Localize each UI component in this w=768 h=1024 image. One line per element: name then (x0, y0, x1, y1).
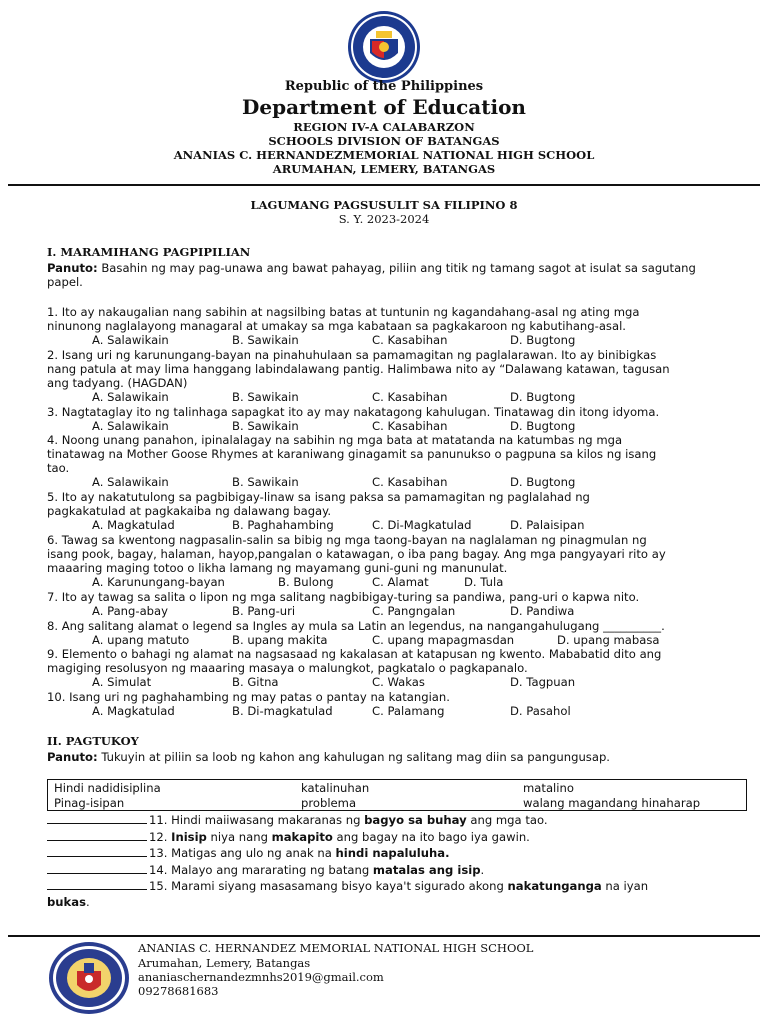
question-text: pagkakatulad at pagkakaiba ng dalawang bagay. (47, 504, 332, 519)
answer-option: C. Wakas (372, 675, 425, 690)
exam-title: LAGUMANG PAGSUSULIT SA FILIPINO 8 (250, 198, 518, 212)
answer-option: B. Pang-uri (232, 603, 296, 618)
question-text: isang pook, bagay, halaman, hayop,pangalan o katawagan, o iba pang bagay. Ang mga pangyayari rito ay (47, 547, 666, 561)
answer-option: A. Salawikain (92, 475, 169, 490)
answer-blank[interactable] (47, 878, 147, 890)
department-title: Department of Education (242, 95, 526, 119)
school-year: S. Y. 2023-2024 (338, 212, 430, 226)
answer-blank[interactable] (47, 862, 147, 874)
question-text: 8. Ang salitang alamat o legend sa Ingles ay mula sa Latin an legendus, na nangangahulugang __________. (47, 618, 665, 633)
answer-option: D. Bugtong (510, 475, 576, 490)
answer-options (92, 604, 732, 618)
item-text: . (480, 862, 485, 877)
answer-option: C. Di-Magkatulad (372, 518, 472, 533)
instruction-label: Panuto: (47, 750, 98, 764)
answer-option: C. Kasabihan (372, 389, 448, 404)
answer-option: B. Sawikain (232, 475, 299, 490)
question-text: 10. Isang uri ng paghahambing ng may patas o pantay na katangian. (47, 690, 450, 705)
answer-option: B. Sawikain (232, 389, 299, 404)
answer-option: C. Kasabihan (372, 475, 448, 490)
word-box-cell: problema (301, 795, 357, 810)
answer-option: B. Paghahambing (232, 518, 334, 533)
emphasized-phrase: hindi napaluluha. (335, 846, 450, 860)
word-box-cell: walang magandang hinaharap (523, 795, 701, 810)
school-logo (48, 941, 130, 1015)
answer-options (92, 390, 732, 404)
word-box-cell: matalino (523, 780, 574, 795)
item-text: 13. (149, 846, 168, 860)
answer-options (92, 475, 732, 489)
question-text: 9. Elemento o bahagi ng alamat na nagsasaad ng kakalasan at katapusan ng kwento. Mababatid dito ang (47, 647, 662, 662)
word-box-cell: katalinuhan (301, 780, 370, 795)
item-text: Marami siyang masasamang bisyo kaya't sigurado akong (167, 879, 508, 893)
footer-divider (8, 935, 760, 937)
emphasized-phrase: bukas (47, 894, 86, 909)
answer-option: D. Bugtong (510, 333, 576, 347)
item-text: Malayo ang mararating ng batang (167, 862, 373, 877)
footer-phone: 09278681683 (138, 984, 219, 998)
question-text: 2. Isang uri ng karunungang-bayan na pinahuhulaan sa pamamagitan ng paglalarawan. Ito ay binibigkas (47, 347, 657, 362)
item-text: 15. (149, 879, 168, 893)
answer-option: A. Magkatulad (92, 704, 175, 719)
question-text: 4. Noong unang panahon, ipinalalagay na sabihin ng mga bata at matatanda na katumbas ng mga (47, 433, 623, 448)
answer-option: B. upang makita (232, 632, 328, 647)
answer-blank[interactable] (47, 829, 147, 841)
answer-blank[interactable] (47, 845, 147, 857)
item-text: Hindi maiiwasang makaranas ng (167, 813, 365, 827)
answer-option: A. Salawikain (92, 418, 169, 433)
answer-option: A. Salawikain (92, 333, 169, 347)
answer-blank[interactable] (47, 812, 147, 824)
answer-option: D. Tagpuan (510, 675, 576, 690)
question-text: 7. Ito ay tawag sa salita o lipon ng mga salitang nagbibigay-turing sa pandiwa, pang-uri o kapwa nito. (47, 589, 640, 604)
item-text: ang bagay na ito bago iya gawin. (332, 829, 530, 844)
footer-school: ANANIAS C. HERNANDEZ MEMORIAL NATIONAL HIGH SCHOOL (138, 941, 534, 955)
identification-item (47, 812, 727, 827)
question-text: tao. (47, 461, 70, 476)
answer-option: C. Palamang (372, 704, 445, 719)
answer-option: A. Magkatulad (92, 518, 175, 533)
question-text: 5. Ito ay nakatutulong sa pagbibigay-linaw sa isang paksa sa pamamagitan ng paglalahad ng (47, 490, 590, 505)
answer-option: A. Salawikain (92, 389, 169, 404)
answer-option: C. Alamat (372, 575, 429, 589)
question-text: 3. Nagtataglay ito ng talinhaga sapagkat ito ay may nakatagong kahulugan. Tinatawag din itong idyoma. (47, 404, 660, 419)
answer-options (92, 704, 732, 718)
answer-options (92, 333, 732, 347)
answer-option: C. Kasabihan (372, 333, 448, 347)
item-text: 14. (149, 862, 168, 877)
word-box-cell: Hindi nadidisiplina (54, 780, 161, 795)
identification-item (47, 878, 727, 893)
emphasized-phrase: matalas ang isip (372, 862, 481, 877)
division-line: SCHOOLS DIVISION OF BATANGAS (268, 134, 500, 148)
republic-line: Republic of the Philippines (284, 79, 484, 94)
part1-heading: I. MARAMIHANG PAGPIPILIAN (47, 245, 251, 259)
identification-item (47, 862, 727, 877)
emphasized-phrase: makapito (271, 829, 333, 844)
part2-heading: II. PAGTUKOY (47, 734, 139, 748)
word-box-cell: Pinag-isipan (54, 795, 125, 810)
question-text: maaaring maging totoo o likha lamang ng mayamang guni-guni ng manunulat. (47, 561, 508, 575)
instruction-label: Panuto: (47, 261, 98, 275)
answer-option: A. upang matuto (92, 632, 190, 647)
answer-option: D. Palaisipan (510, 518, 585, 533)
footer-address: Arumahan, Lemery, Batangas (138, 956, 311, 970)
answer-option: B. Di-magkatulad (232, 704, 333, 719)
word-box (47, 779, 747, 811)
item-text: niya nang (206, 829, 272, 844)
question-text: magiging resolusyon ng maaaring masaya o malungkot, pagkatalo o pagkapanalo. (47, 661, 528, 676)
deped-seal (346, 9, 422, 85)
answer-option: C. upang mapagmasdan (372, 632, 515, 647)
instruction-text: Basahin ng may pag-unawa ang bawat pahayag, piliin ang titik ng tamang sagot at isulat sa sagutang papel. (47, 261, 696, 289)
word-box-row (48, 795, 746, 810)
item-text: 12. (149, 829, 168, 844)
answer-option: C. Pangngalan (372, 603, 456, 618)
answer-options (92, 518, 732, 532)
answer-option: A. Karunungang-bayan (92, 575, 225, 589)
identification-item-continued (47, 895, 727, 909)
footer-email: ananiaschernandezmnhs2019@gmail.com (138, 970, 384, 984)
word-box-row (48, 780, 746, 795)
item-text: Matigas ang ulo ng anak na (167, 846, 336, 860)
answer-option: B. Sawikain (232, 333, 299, 347)
item-text: ang mga tao. (466, 813, 548, 827)
part1-instruction (47, 261, 727, 289)
answer-option: B. Sawikain (232, 418, 299, 433)
emphasized-phrase: nakatunganga (507, 879, 602, 893)
emphasized-phrase: Inisip (171, 829, 207, 844)
question-text: nang patula at may lima hanggang labindalawang pantig. Halimbawa nito ay “Dalawang katawan, tagusan (47, 361, 670, 376)
answer-option: D. Bugtong (510, 418, 576, 433)
school-line: ANANIAS C. HERNANDEZMEMORIAL NATIONAL HIGH SCHOOL (173, 148, 595, 162)
answer-options (92, 419, 732, 433)
answer-option: D. Pandiwa (510, 603, 575, 618)
answer-option: D. upang mabasa (557, 632, 660, 647)
question-text: ang tadyang. (HAGDAN) (47, 375, 188, 390)
answer-options (92, 633, 732, 647)
question-text: 1. Ito ay nakaugalian nang sabihin at nagsilbing batas at tuntunin ng kagandahang-asal ng ating mga (47, 305, 640, 319)
answer-options (92, 675, 732, 689)
answer-option: C. Kasabihan (372, 418, 448, 433)
question-text: tinatawag na Mother Goose Rhymes at karaniwang ginagamit sa panunukso o pagpuna sa kilos ng isang (47, 447, 657, 462)
answer-options (92, 575, 732, 589)
answer-option: A. Simulat (92, 675, 152, 690)
region-line: REGION IV-A CALABARZON (293, 120, 475, 134)
answer-option: D. Bugtong (510, 389, 576, 404)
question-text: ninunong naglalayong managaral at umakay sa mga kabataan sa pagkakaroon ng kabutihang-asal. (47, 319, 626, 333)
question-text: 6. Tawag sa kwentong nagpasalin-salin sa bibig ng mga taong-bayan na naglalaman ng pinagmulan ng (47, 533, 647, 547)
item-text: . (86, 894, 90, 909)
address-line: ARUMAHAN, LEMERY, BATANGAS (272, 162, 496, 176)
item-text: 11. (149, 813, 168, 827)
header-divider (8, 184, 760, 186)
answer-option: D. Pasahol (510, 704, 571, 719)
emphasized-phrase: bagyo sa buhay (364, 813, 467, 827)
answer-option: A. Pang-abay (92, 603, 168, 618)
answer-option: B. Bulong (278, 575, 334, 589)
instruction-text: Tukuyin at piliin sa loob ng kahon ang kahulugan ng salitang mag diin sa pangungusap. (97, 750, 610, 764)
answer-option: D. Tula (464, 575, 504, 589)
part2-instruction (47, 750, 727, 764)
answer-option: B. Gitna (232, 675, 279, 690)
identification-item (47, 829, 727, 844)
item-text: na iyan (601, 879, 649, 893)
identification-item (47, 845, 727, 860)
